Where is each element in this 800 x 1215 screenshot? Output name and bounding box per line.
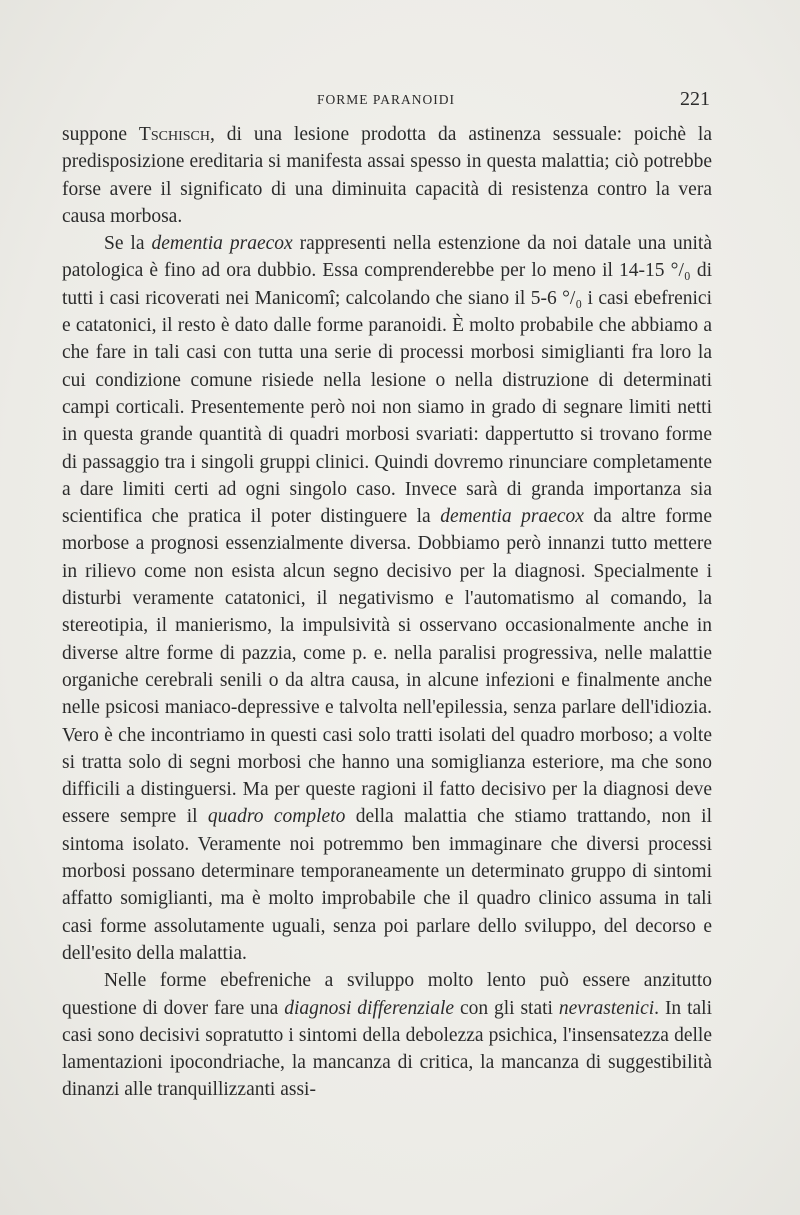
text-run: Nelle forme ebefreniche a sviluppo molto lento può essere anzitutto questione di dover fare una [62,970,712,1019]
text-run: . In tali casi sono decisivi sopratutto i sintomi della debolezza psichica, l'insensatezza delle lamentazioni ipocondriache, la mancanza di critica, la mancanza di suggestibilità dinanzi alle tranquillizzanti assi- [62,997,712,1101]
text-run: da altre forme morbose a prognosi essenzialmente diversa. Dobbiamo però innanzi tutto mettere in rilievo come non esista alcun segno decisivo per la diagnosi. Specialmente i disturbi veramente catatonici, il negativismo e l'automatismo al comando, la stereotipia, il manierismo, la impulsività si osservano occasionalmente anche in diverse altre forme di pazzia, come p. e. nella paralisi progressiva, nelle malattie organiche cerebrali senili o da altra causa, in alcune infezioni e finalmente anche nelle psicosi maniaco-depressive e talvolta nell'epilessia, senza parlare dell'idiozia. Vero è che incontriamo in questi casi solo tratti isolati del quadro morboso; a volte si tratta solo di segni morbosi che hanno una somiglianza esteriore, ma che sono difficili a distinguersi. Ma per queste ragioni il fatto decisivo per la diagnosi deve essere sempre il [62,506,712,828]
author-name: Tschisch [138,124,210,145]
page-header [62,88,710,116]
italic-term: quadro completo [207,806,346,828]
text-run: con gli stati [454,997,559,1019]
italic-term: diagnosi differenziale [284,997,455,1019]
text-run: , di una lesione prodotta da astinenza sessuale: poichè la predisposizione ereditaria si manifesta assai spesso in questa malattia; ciò potrebbe forse avere il significato di una diminuita capacità di resistenza contro la vera causa morbosa. [62,124,712,227]
paragraph-3 [62,967,712,1103]
page-number: 221 [680,88,710,110]
running-head: FORME PARANOIDI [317,92,455,107]
text-run: rappresenti nella estenzione da noi datale una unità patologica è fino ad ora dubbio. Essa comprenderebbe per lo meno il 14-15 °/₀ di tutti i casi ricoverati nei Manicomî; calcolando che siano il 5-6 °/₀ i casi ebefrenici e catatonici, il resto è dato dalle forme paranoidi. È molto probabile che abbiamo a che fare in tali casi con tutta una serie di processi morbosi simiglianti fra loro la cui condizione comune risiede nella lesione o nella distruzione di determinati campi corticali. Presentemente però noi non siamo in grado di segnare limiti netti in questa grande quantità di quadri morbosi svariati: dappertutto si trovano forme di passaggio tra i singoli gruppi clinici. Quindi dovremo rinunciare completamente a dare limiti certi ad ogni singolo caso. Invece sarà di granda importanza sia scientifica che pratica il poter distinguere la [62,233,712,528]
italic-term: dementia praecox [440,506,584,528]
text-run: della malattia che stiamo trattando, non il sintoma isolato. Veramente noi potremmo ben immaginare che diversi processi morbosi possano determinare temporaneamente un determinato gruppo di sintomi affatto somiglianti, ma è molto improbabile che il quadro clinico assuma in tali casi forme assolutamente uguali, senza poi parlare dello sviluppo, del decorso e dell'esito della malattia. [62,806,712,964]
text-run: Se la [104,233,152,255]
paragraph-1 [62,121,712,230]
italic-term: dementia praecox [151,233,293,255]
paragraph-2 [62,230,712,967]
body-text [62,121,712,1104]
italic-term: nevrastenici [558,997,655,1019]
text-run: suppone [62,124,139,145]
